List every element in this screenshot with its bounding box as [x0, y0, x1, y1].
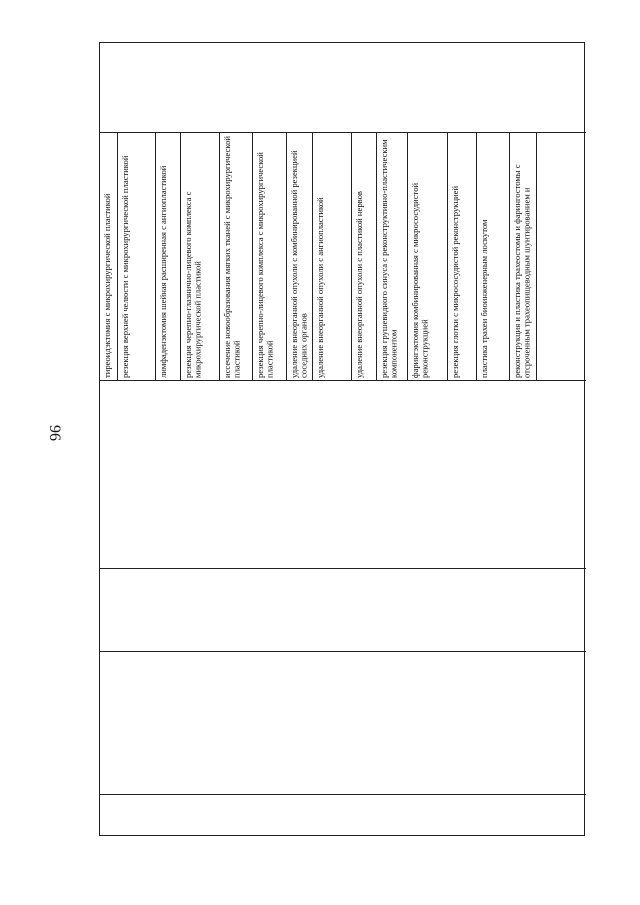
- procedure-cell: резекция черепно-глазнично-лицевого комплекса с микрохирургической пластикой: [183, 191, 203, 378]
- procedure-cell: резекция глотки с микрососудистой реконструкцией: [450, 185, 460, 378]
- procedure-cell: фарингэктомия комбинированная с микрососудистой реконструкцией: [410, 182, 430, 378]
- procedure-cell: тиреоидэктомия с микрохирургической пластикой: [102, 193, 112, 378]
- page-number: 96: [46, 425, 63, 441]
- procedure-cell: лимфаденэктомия шейная расширенная с ангиопластикой: [158, 165, 168, 378]
- procedure-cell: резекция грушевидного синуса с реконструктивно-пластическим компонентом: [379, 139, 399, 378]
- procedure-cell: реконструкция и пластика трахеостомы и фарингостомы с отсроченным трахеопищеводным шунтированием и: [512, 164, 532, 378]
- procedure-cell: удаление внеорганной опухоли с пластикой нервов: [354, 191, 364, 378]
- rotated-table: [99, 42, 585, 836]
- procedure-cell: удаление внеорганной опухоли с ангиопластикой: [315, 197, 325, 378]
- procedure-cell: резекция черепно-лицевого комплекса с микрохирургической пластикой: [255, 152, 275, 378]
- col-divider: [536, 132, 537, 380]
- row-divider: [100, 568, 586, 569]
- procedure-cell: пластика трахеи биоинженерным лоскутом: [479, 219, 489, 378]
- row-divider: [100, 380, 586, 381]
- procedure-cell: удаление внеорганной опухоли с комбинированной резекцией соседних органов: [289, 150, 309, 378]
- row-divider: [100, 651, 586, 652]
- procedure-cell: резекция верхней челюсти с микрохирургической пластикой: [120, 155, 130, 378]
- procedure-cell: иссечение новообразования мягких тканей с микрохирургической пластикой: [222, 136, 242, 378]
- row-divider: [100, 794, 586, 795]
